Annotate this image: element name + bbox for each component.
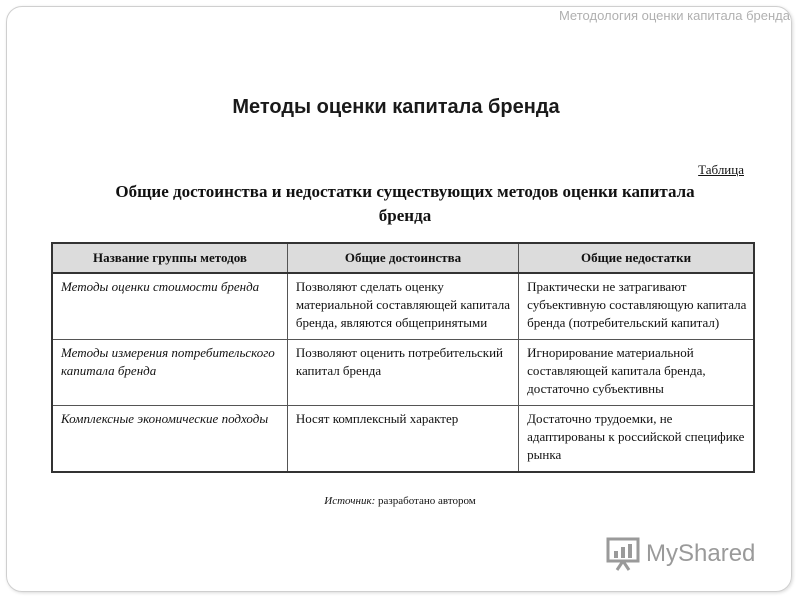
cell-disadvantages: Игнорирование материальной составляющей капитала бренда, достаточно субъективны	[519, 340, 754, 406]
table-row	[52, 340, 754, 406]
source-label: Источник:	[324, 495, 376, 507]
table-row	[52, 273, 754, 340]
table-row	[52, 406, 754, 473]
presentation-board-icon	[606, 537, 640, 571]
cell-disadvantages: Практически не затрагивают субъективную составляющую капитала бренда (потребительский капитал)	[519, 273, 754, 340]
column-header-method: Название группы методов	[52, 243, 287, 273]
cell-method: Методы оценки стоимости бренда	[52, 273, 287, 340]
methods-table	[51, 242, 755, 473]
table-caption: Общие достоинства и недостатки существующих методов оценки капитала бренда	[115, 182, 695, 225]
table-header-row	[52, 243, 754, 273]
cell-disadvantages: Достаточно трудоемки, не адаптированы к российской специфике рынка	[519, 406, 754, 473]
source-note	[0, 495, 800, 507]
column-header-disadvantages: Общие недостатки	[519, 243, 754, 273]
header-title: Методология оценки капитала бренда	[558, 8, 790, 23]
cell-advantages: Позволяют сделать оценку материальной составляющей капитала бренда, являются общепринятыми	[287, 273, 518, 340]
source-text: разработано автором	[378, 495, 476, 507]
table-label: Таблица	[698, 162, 744, 177]
cell-method: Методы измерения потребительского капитала бренда	[52, 340, 287, 406]
cell-advantages: Позволяют оценить потребительский капитал бренда	[287, 340, 518, 406]
cell-advantages: Носят комплексный характер	[287, 406, 518, 473]
cell-method: Комплексные экономические подходы	[52, 406, 287, 473]
slide-title: Методы оценки капитала бренда	[232, 96, 560, 118]
column-header-advantages: Общие достоинства	[287, 243, 518, 273]
watermark-text: MyShared	[646, 540, 756, 567]
myshared-logo[interactable]	[606, 536, 755, 572]
